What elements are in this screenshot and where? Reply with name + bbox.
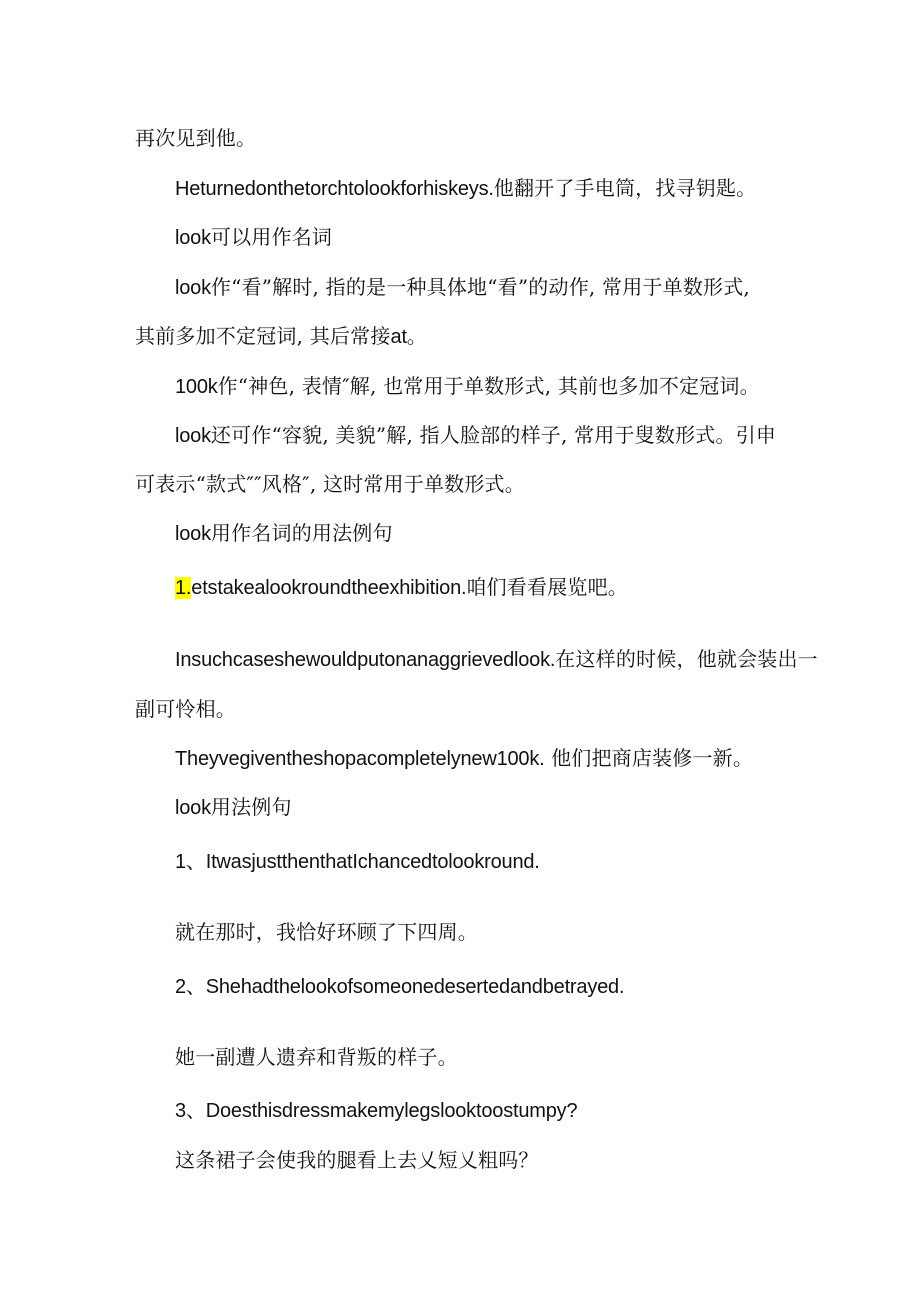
section-heading: look用作名词的用法例句 (175, 521, 393, 545)
paragraph-line: 副可怜相。 (135, 697, 236, 721)
translation-line: 这条裙子会使我的腿看上去乂短乂粗吗？ (175, 1148, 539, 1172)
paragraph-line: 100k作“神色, 表情″解, 也常用于单数形式, 其前也多加不定冠词。 (175, 374, 760, 398)
example-sentence: Theyvegiventheshopacompletelynew100k. 他们把商店装修一新。 (175, 746, 754, 770)
highlighted-number: 1. (175, 577, 192, 599)
section-heading: look可以用作名词 (175, 225, 333, 249)
paragraph-line: look还可作“容貌, 美貌”解, 指人脸部的样子, 常用于叟数形式。引申 (175, 423, 777, 447)
paragraph-line: 再次见到他。 (135, 126, 257, 150)
example-sentence: 3、Doesthisdressmakemylegslooktoostumpy? (175, 1100, 578, 1122)
translation-line: 她一副遭人遗弃和背叛的样子。 (175, 1045, 458, 1069)
paragraph-line: look作“看”解时, 指的是一种具体地“看”的动作, 常用于单数形式, (175, 275, 750, 299)
paragraph-line: Heturnedonthetorchtolookforhiskeys.他翻开了手电筒，找寻钥匙。 (175, 176, 757, 200)
paragraph-line: 其前多加不定冠词, 其后常接at。 (135, 324, 427, 348)
example-sentence: Insuchcaseshewouldputonanaggrievedlook.在这样的时候，他就会装出一 (175, 647, 818, 671)
paragraph-line: 可表示“款式″″风格″, 这时常用于单数形式。 (135, 472, 525, 496)
example-sentence: 1、ItwasjustthenthatIchancedtolookround. (175, 851, 540, 873)
example-sentence: 2、Shehadthelookofsomeonedesertedandbetrayed. (175, 976, 625, 998)
translation-line: 就在那时，我恰好环顾了下四周。 (175, 920, 478, 944)
example-sentence: 1.etstakealookroundtheexhibition.咱们看看展览吧。 (175, 575, 628, 599)
section-heading: look用法例句 (175, 795, 292, 819)
